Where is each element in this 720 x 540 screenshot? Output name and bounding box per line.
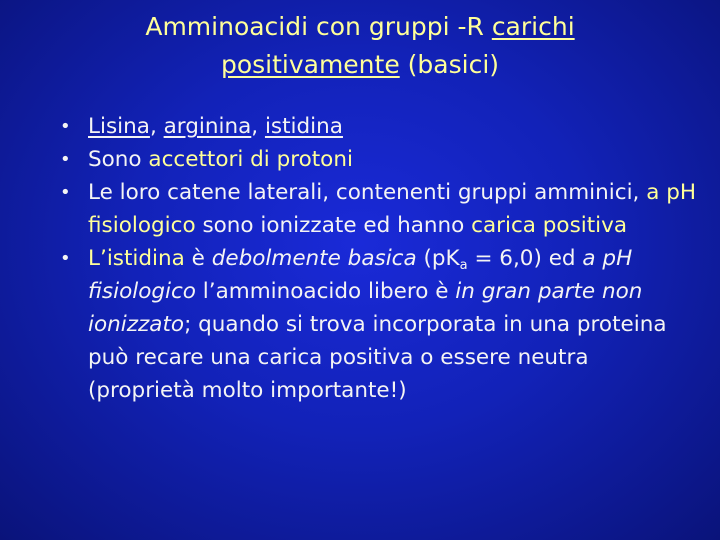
subscript: a (459, 258, 468, 273)
bullet-list (58, 110, 698, 407)
term-lisina: Lisina (88, 114, 150, 139)
text: ; quando si trova incorporata in una proteina può recare una carica positiva o essere neutra (proprietà molto importante!) (88, 312, 667, 403)
slide-title (60, 8, 660, 84)
title-text: Amminoacidi con gruppi -R (145, 12, 492, 41)
bullet-item-3 (58, 176, 698, 242)
bullet-item-1 (58, 110, 698, 143)
text: l’amminoacido libero è (195, 279, 456, 304)
separator: , (251, 114, 265, 139)
text: sono ionizzate ed hanno (195, 213, 472, 238)
italic-text: debolmente basica (211, 246, 417, 271)
highlight-text: accettori di protoni (148, 147, 353, 172)
highlight-text: L’istidina (88, 246, 185, 271)
bullet-icon: • (60, 149, 71, 170)
italic-text: in gran parte non ionizzato (88, 279, 643, 337)
text: = 6,0) ed (467, 246, 583, 271)
bullet-icon: • (60, 116, 71, 137)
bullet-item-4 (58, 242, 698, 407)
text: Sono (88, 147, 149, 172)
bullet-icon: • (60, 248, 71, 269)
title-underlined-text: carichi positivamente (220, 12, 575, 79)
text: (pK (416, 246, 460, 271)
term-arginina: arginina (163, 114, 252, 139)
highlight-text: a pH fisiologico (88, 180, 697, 238)
separator: , (149, 114, 164, 139)
bullet-item-2 (58, 143, 698, 176)
italic-text: a pH fisiologico (88, 246, 633, 304)
term-istidina: istidina (264, 114, 343, 139)
title-suffix: (basici) (399, 50, 500, 79)
text: Le loro catene laterali, contenenti gruppi amminici, (88, 180, 647, 205)
bullet-icon: • (60, 182, 71, 203)
highlight-text: carica positiva (471, 213, 628, 238)
text: è (184, 246, 212, 271)
